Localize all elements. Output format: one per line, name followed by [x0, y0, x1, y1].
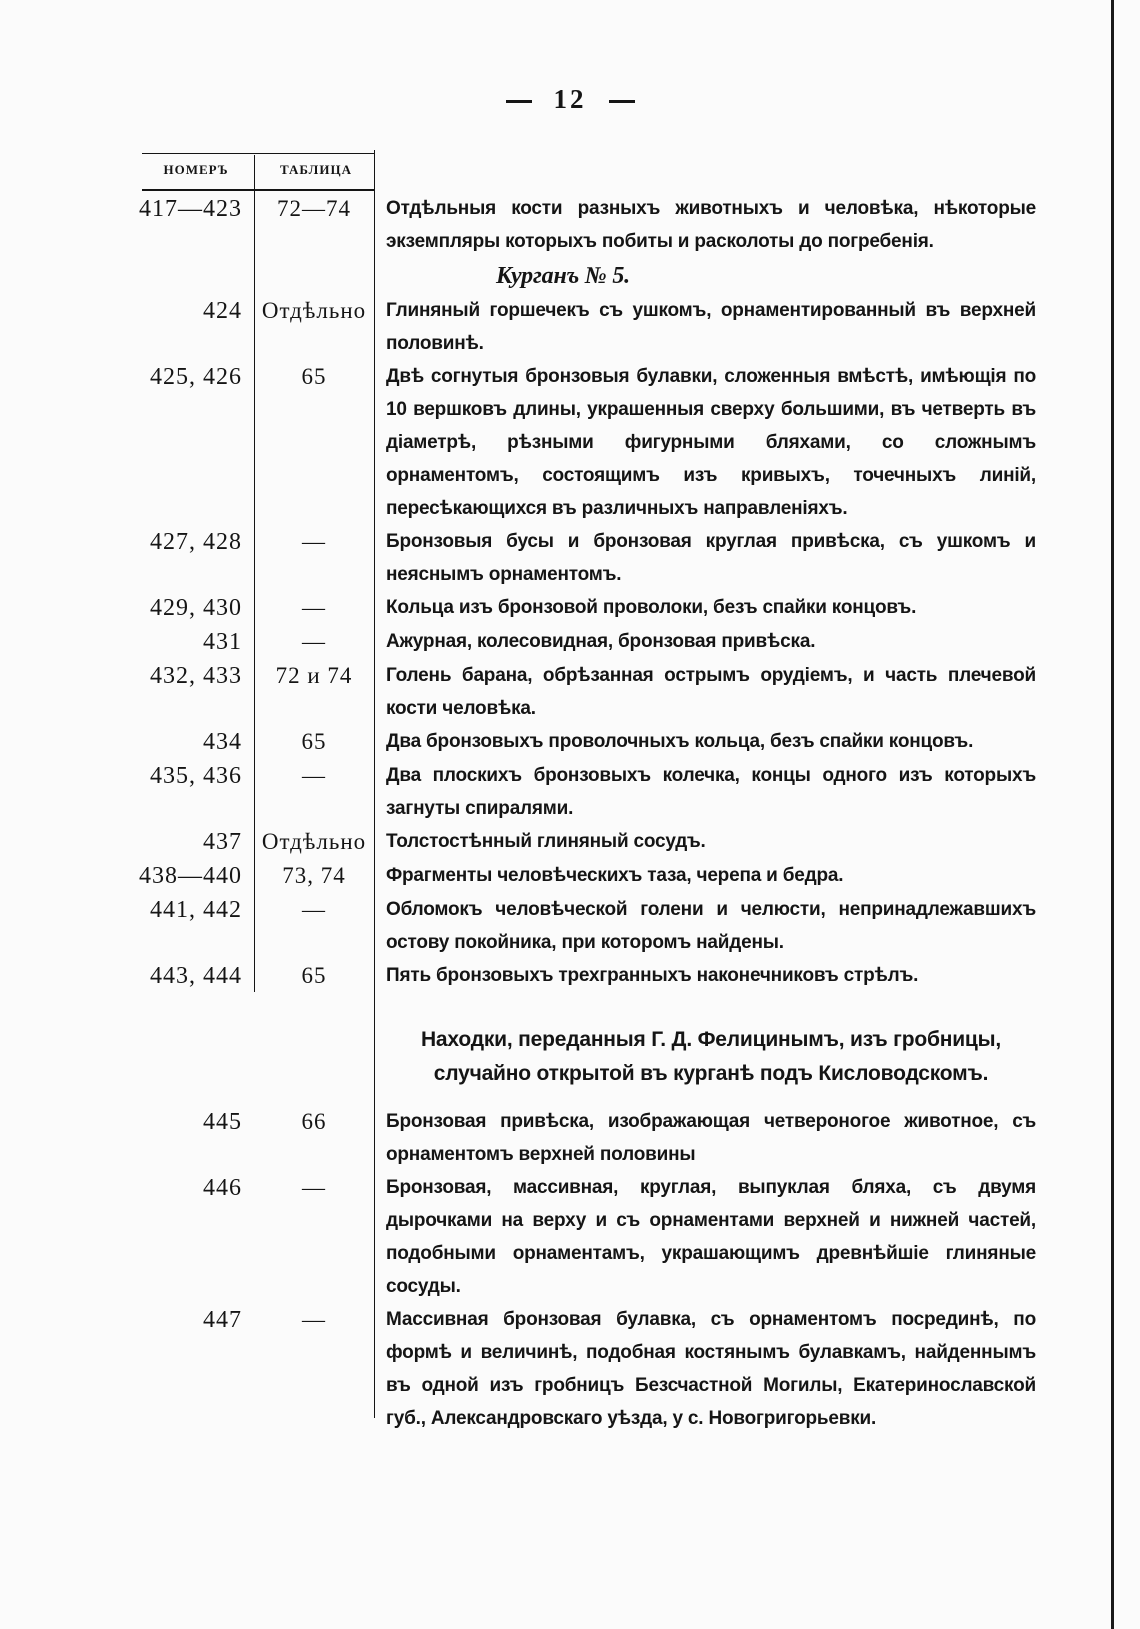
catalog-entries	[0, 192, 1140, 1435]
entry-number: 438—440	[139, 863, 242, 889]
entry-plate: 72 и 74	[275, 663, 353, 688]
column-header-plate: ТАБЛИЦА	[280, 162, 352, 177]
entry-number: 441, 442	[150, 897, 242, 923]
entry-description: Массивная бронзовая булавка, съ орнаментомъ посрединѣ, по формѣ и величинѣ, подобная костянымъ булавкамъ, найденнымъ въ одной изъ гробницъ Безсчастной Могилы, Екатеринославской губ., Александровскаго уѣзда, у с. Новогригорьевки.	[386, 1309, 1036, 1429]
entry-description: Два плоскихъ бронзовыхъ колечка, концы одного изъ которыхъ загнуты спиралями.	[386, 765, 1036, 819]
entry-description: Голень барана, обрѣзанная острымъ орудіемъ, и часть плечевой кости человѣка.	[386, 665, 1036, 719]
entry-description: Обломокъ человѣческой голени и челюсти, непринадлежавшихъ остову покойника, при которомъ найдены.	[386, 899, 1036, 953]
entry-description: Ажурная, колесовидная, бронзовая привѣска.	[386, 631, 816, 652]
entry-number: 445	[203, 1109, 242, 1135]
table-row	[0, 1303, 1140, 1435]
entry-plate: —	[302, 1307, 326, 1332]
table-row	[0, 625, 1140, 659]
table-header-top-rule	[142, 153, 374, 154]
page-number-dash-right	[609, 100, 635, 103]
section-heading: Находки, переданныя Г. Д. Фелицинымъ, изъ гробницы, случайно открытой въ курганѣ подъ Кисловодскомъ.	[420, 1028, 1002, 1085]
entry-description: Бронзовая привѣска, изображающая четвероногое животное, съ орнаментомъ верхней половины	[386, 1111, 1036, 1165]
entry-description: Кольца изъ бронзовой проволоки, безъ спайки концовъ.	[386, 597, 917, 618]
table-row	[0, 525, 1140, 591]
table-row	[0, 659, 1140, 725]
entry-number: 446	[203, 1175, 242, 1201]
page-number	[0, 84, 1140, 115]
table-row	[0, 360, 1140, 525]
entry-description: Фрагменты человѣческихъ таза, черепа и бедра.	[386, 865, 844, 886]
entry-number: 417—423	[139, 196, 242, 222]
entries-group-c	[0, 1105, 1140, 1435]
entry-number: 437	[203, 829, 242, 855]
entry-number: 435, 436	[150, 763, 242, 789]
entry-number: 432, 433	[150, 663, 242, 689]
entry-description: Глиняный горшечекъ съ ушкомъ, орнаментированный въ верхней половинѣ.	[386, 300, 1036, 354]
page-number-dash-left	[506, 100, 532, 103]
entries-group-a	[0, 192, 1140, 258]
entry-number: 429, 430	[150, 595, 242, 621]
entry-plate: 73, 74	[282, 863, 346, 888]
entry-plate: —	[302, 897, 326, 922]
table-row	[0, 825, 1140, 859]
column-header-number: НОМЕРЪ	[163, 162, 229, 177]
entry-plate: Отдѣльно	[261, 298, 367, 323]
entry-plate: 72—74	[277, 196, 351, 221]
entry-description: Двѣ согнутыя бронзовыя булавки, сложенныя вмѣстѣ, имѣющія по 10 вершковъ длины, украшенныя сверху большими, въ четверть въ діаметрѣ, рѣзными фигурными бляхами, со сложнымъ орнаментомъ, состоящимъ изъ кривыхъ, точечныхъ линій, пересѣкающихся въ различныхъ направленіяхъ.	[386, 366, 1036, 519]
entry-description: Бронзовая, массивная, круглая, выпуклая бляха, съ двумя дырочками на верху и съ орнаментами верхней и нижней частей, подобными орнаментамъ, украшающимъ древнѣйшіе глиняные сосуды.	[386, 1177, 1036, 1297]
table-row	[0, 893, 1140, 959]
entry-plate: 66	[301, 1109, 327, 1134]
kurgan-heading: Курганъ № 5.	[496, 263, 630, 289]
table-header-bottom-rule	[142, 189, 374, 191]
entry-number: 443, 444	[150, 963, 242, 989]
table-row	[0, 1105, 1140, 1171]
entry-plate: —	[302, 529, 326, 554]
table-row	[0, 591, 1140, 625]
entry-plate: 65	[301, 729, 327, 754]
entry-description: Отдѣльныя кости разныхъ животныхъ и человѣка, нѣкоторые экземпляры которыхъ побиты и расколоты до погребенія.	[386, 198, 1036, 252]
table-row	[0, 1171, 1140, 1303]
entry-number: 425, 426	[150, 364, 242, 390]
entry-number: 431	[203, 629, 242, 655]
page-number-value: 12	[553, 84, 587, 114]
table-row	[0, 192, 1140, 258]
entry-description: Толстостѣнный глиняный сосудъ.	[386, 831, 706, 852]
entry-plate: —	[302, 595, 326, 620]
entry-description: Бронзовыя бусы и бронзовая круглая привѣска, съ ушкомъ и неяснымъ орнаментомъ.	[386, 531, 1036, 585]
section-heading-row	[0, 993, 1140, 1105]
entries-group-b	[0, 294, 1140, 993]
entry-number: 434	[203, 729, 242, 755]
table-row	[0, 294, 1140, 360]
entry-number: 447	[203, 1307, 242, 1333]
entry-plate: Отдѣльно	[261, 829, 367, 854]
table-row	[0, 725, 1140, 759]
table-row	[0, 959, 1140, 993]
entry-number: 427, 428	[150, 529, 242, 555]
entry-description: Пять бронзовыхъ трехгранныхъ наконечниковъ стрѣлъ.	[386, 965, 919, 986]
entry-number: 424	[203, 298, 242, 324]
entry-plate: 65	[301, 963, 327, 988]
entry-description: Два бронзовыхъ проволочныхъ кольца, безъ спайки концовъ.	[386, 731, 974, 752]
entry-plate: 65	[301, 364, 327, 389]
entry-plate: —	[302, 763, 326, 788]
entry-plate: —	[302, 629, 326, 654]
table-row	[0, 859, 1140, 893]
entry-plate: —	[302, 1175, 326, 1200]
kurgan-heading-row	[0, 258, 1140, 294]
table-row	[0, 759, 1140, 825]
